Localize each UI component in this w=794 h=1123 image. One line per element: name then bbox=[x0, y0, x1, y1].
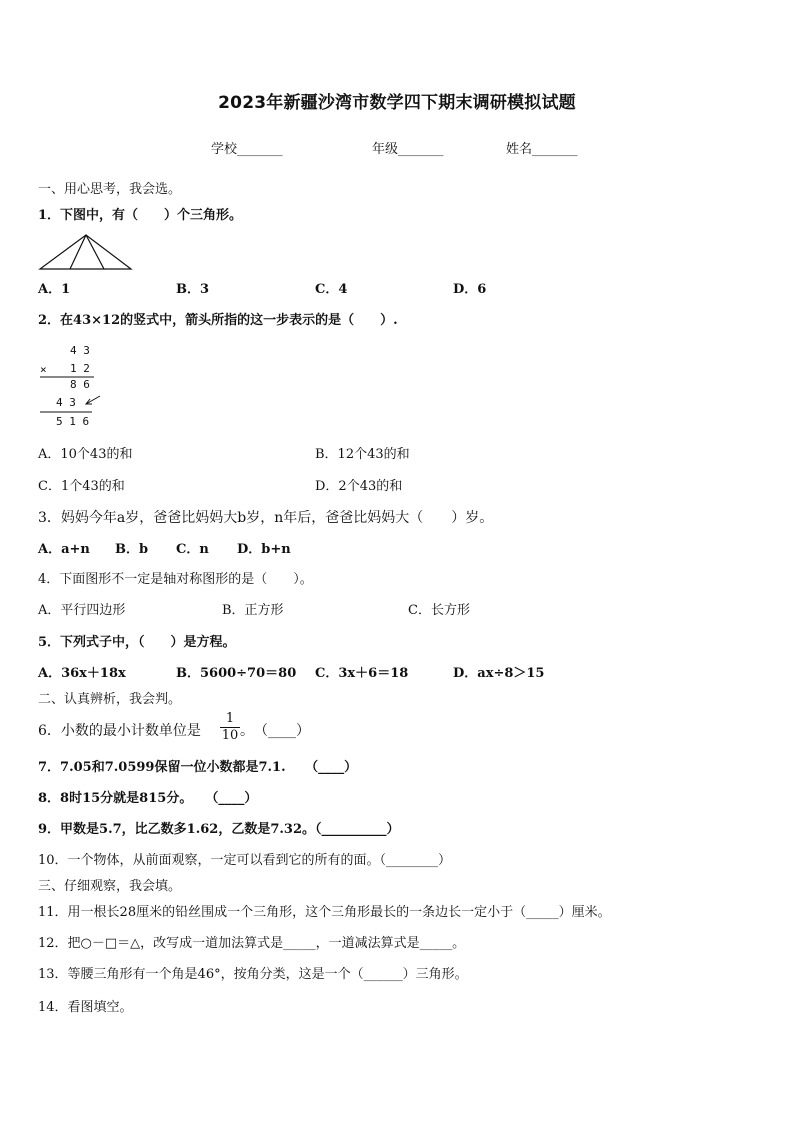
page-title: 2023年新疆沙湾市数学四下期末调研模拟试题 bbox=[218, 93, 576, 113]
question-3: 3．妈妈今年a岁，爸爸比妈妈大b岁，n年后，爸爸比妈妈大（ ）岁。 bbox=[38, 510, 494, 526]
question-12: 12．把○－□＝△，改写成一道加法算式是_____，一道减法算式是_____。 bbox=[38, 936, 466, 951]
question-10: 10．一个物体，从前面观察，一定可以看到它的所有的面。（________） bbox=[38, 853, 452, 868]
question-6-blank: 。 （____） bbox=[240, 723, 310, 739]
q1-option-b: B．3 bbox=[176, 282, 210, 297]
question-4: 4．下面图形不一定是轴对称图形的是（ ）。 bbox=[38, 572, 313, 587]
mult-operator: × bbox=[40, 363, 47, 376]
mult-row-5: 5 1 6 bbox=[56, 415, 90, 428]
question-2: 2．在43×12的竖式中，箭头所指的这一步表示的是（ ）. bbox=[38, 313, 398, 328]
question-7: 7．7.05和7.0599保留一位小数都是7.1. （____） bbox=[38, 760, 358, 775]
q3-option-a: A．a+n bbox=[38, 542, 90, 557]
question-8: 8．8时15分就是815分。 （____） bbox=[38, 791, 258, 806]
q5-option-d: D．ax÷8＞15 bbox=[453, 666, 545, 681]
mult-row-3: 8 6 bbox=[70, 378, 90, 391]
mult-row-1: 4 3 bbox=[70, 344, 90, 357]
question-5: 5．下列式子中，（ ）是方程。 bbox=[38, 635, 236, 650]
question-11: 11．用一根长28厘米的铅丝围成一个三角形，这个三角形最长的一条边长一定小于（_____）厘米。 bbox=[38, 905, 611, 920]
question-14: 14．看图填空。 bbox=[38, 1000, 133, 1015]
name-field: 姓名_______ bbox=[506, 142, 578, 157]
arrow-icon bbox=[86, 396, 100, 404]
vertical-multiplication-lines bbox=[38, 374, 108, 416]
fraction bbox=[220, 712, 240, 743]
q4-option-c: C．长方形 bbox=[408, 603, 470, 618]
q2-option-c: C．1个43的和 bbox=[38, 479, 125, 494]
question-9: 9．甲数是5.7，比乙数多1.62，乙数是7.32。（__________） bbox=[38, 822, 400, 837]
question-13: 13．等腰三角形有一个角是46°，按角分类，这是一个（______）三角形。 bbox=[38, 967, 468, 982]
q2-option-b: B．12个43的和 bbox=[315, 447, 410, 462]
question-1: 1．下图中，有（ ）个三角形。 bbox=[38, 208, 243, 223]
mult-row-2: 1 2 bbox=[70, 362, 90, 375]
question-6-text: 6．小数的最小计数单位是 bbox=[38, 723, 201, 739]
q3-option-d: D．b+n bbox=[237, 542, 291, 557]
grade-field: 年级_______ bbox=[372, 142, 444, 157]
q1-option-a: A．1 bbox=[38, 282, 71, 297]
q2-option-d: D．2个43的和 bbox=[315, 479, 403, 494]
q3-option-c: C．n bbox=[176, 542, 209, 557]
q5-option-a: A．36x＋18x bbox=[38, 666, 126, 681]
q1-option-c: C．4 bbox=[315, 282, 348, 297]
section-heading-2: 二、认真辨析，我会判。 bbox=[38, 692, 182, 707]
q3-option-b: B．b bbox=[115, 542, 149, 557]
q4-option-a: A．平行四边形 bbox=[38, 603, 126, 618]
section-heading-1: 一、用心思考，我会选。 bbox=[38, 182, 182, 197]
fraction-numerator: 1 bbox=[225, 711, 235, 726]
triangle-figure bbox=[38, 232, 134, 272]
q2-option-a: A．10个43的和 bbox=[38, 447, 133, 462]
q5-option-b: B．5600÷70＝80 bbox=[176, 666, 297, 681]
fraction-denominator: 10 bbox=[221, 728, 239, 743]
q1-option-d: D．6 bbox=[453, 282, 487, 297]
q5-option-c: C．3x＋6＝18 bbox=[315, 666, 409, 681]
q4-option-b: B．正方形 bbox=[222, 603, 284, 618]
mult-row-4: 4 3 bbox=[56, 396, 76, 409]
section-heading-3: 三、仔细观察，我会填。 bbox=[38, 879, 182, 894]
school-field: 学校_______ bbox=[211, 142, 283, 157]
